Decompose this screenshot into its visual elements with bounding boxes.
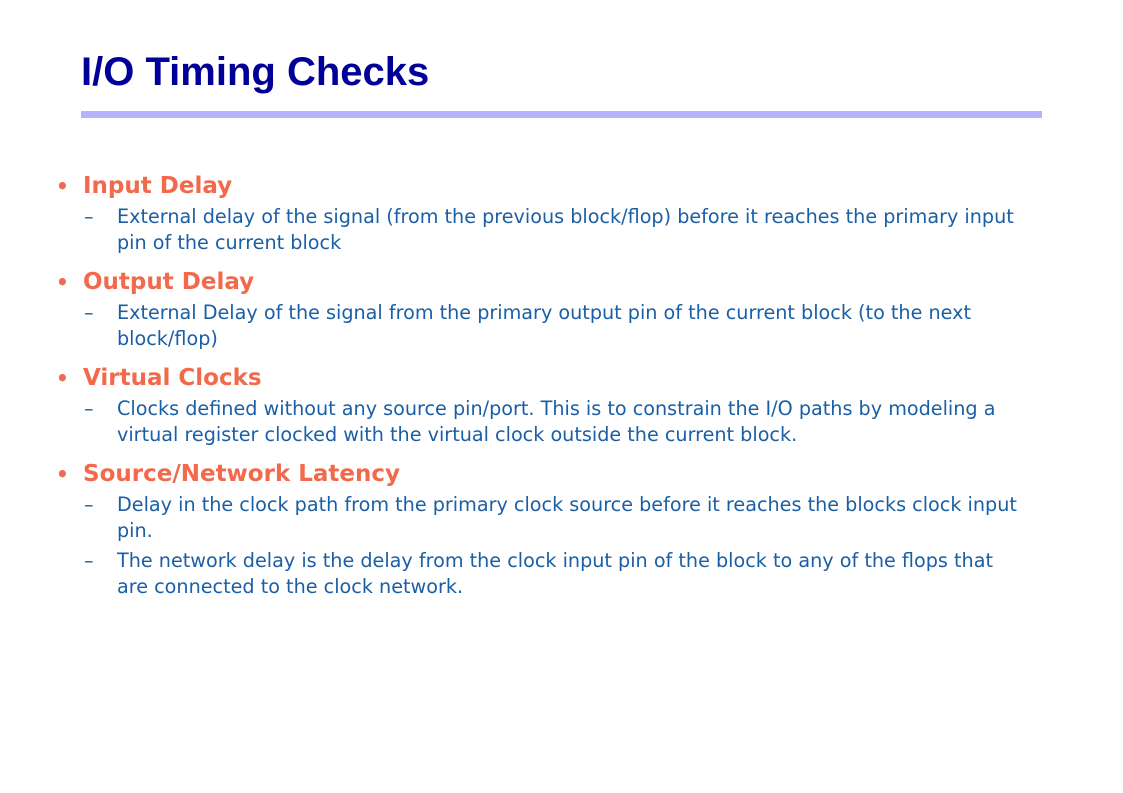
section-heading-text: Source/Network Latency: [83, 461, 401, 487]
sub-item: [56, 204, 1017, 256]
section-heading-text: Input Delay: [83, 173, 233, 199]
section-heading: [56, 456, 1056, 492]
dash-icon: –: [84, 493, 94, 516]
sub-item: [56, 396, 1017, 448]
sub-item-text: External delay of the signal (from the previous block/flop) before it reaches the primary input pin of the current block: [117, 205, 1014, 254]
sub-item-text: Clocks defined without any source pin/port. This is to constrain the I/O paths by modeling a virtual register clocked with the virtual clock outside the current block.: [117, 397, 996, 446]
section-source-network-latency: [56, 456, 1056, 600]
dash-icon: –: [84, 397, 94, 420]
sub-item: [56, 492, 1017, 544]
sub-item-text: Delay in the clock path from the primary clock source before it reaches the blocks clock input pin.: [117, 493, 1017, 542]
section-heading: [56, 360, 1056, 396]
bullet-icon: •: [56, 270, 69, 294]
bullet-icon: •: [56, 462, 69, 486]
section-heading-text: Output Delay: [83, 269, 255, 295]
dash-icon: –: [84, 301, 94, 324]
sub-list: [56, 492, 1056, 600]
sub-item-text: The network delay is the delay from the clock input pin of the block to any of the flops that are connected to the clock network.: [117, 549, 993, 598]
section-input-delay: [56, 168, 1056, 256]
sub-list: [56, 396, 1056, 448]
sub-list: [56, 204, 1056, 256]
sub-list: [56, 300, 1056, 352]
sub-item: [56, 300, 1017, 352]
sub-item: [56, 548, 1017, 600]
section-virtual-clocks: [56, 360, 1056, 448]
dash-icon: –: [84, 205, 94, 228]
slide-title: I/O Timing Checks: [81, 50, 430, 94]
section-heading: [56, 168, 1056, 204]
section-heading: [56, 264, 1056, 300]
section-heading-text: Virtual Clocks: [83, 365, 262, 391]
title-underline: [81, 111, 1042, 118]
section-output-delay: [56, 264, 1056, 352]
dash-icon: –: [84, 549, 94, 572]
slide-content: [56, 168, 1056, 608]
bullet-icon: •: [56, 366, 69, 390]
sub-item-text: External Delay of the signal from the primary output pin of the current block (to the next block/flop): [117, 301, 972, 350]
bullet-icon: •: [56, 174, 69, 198]
